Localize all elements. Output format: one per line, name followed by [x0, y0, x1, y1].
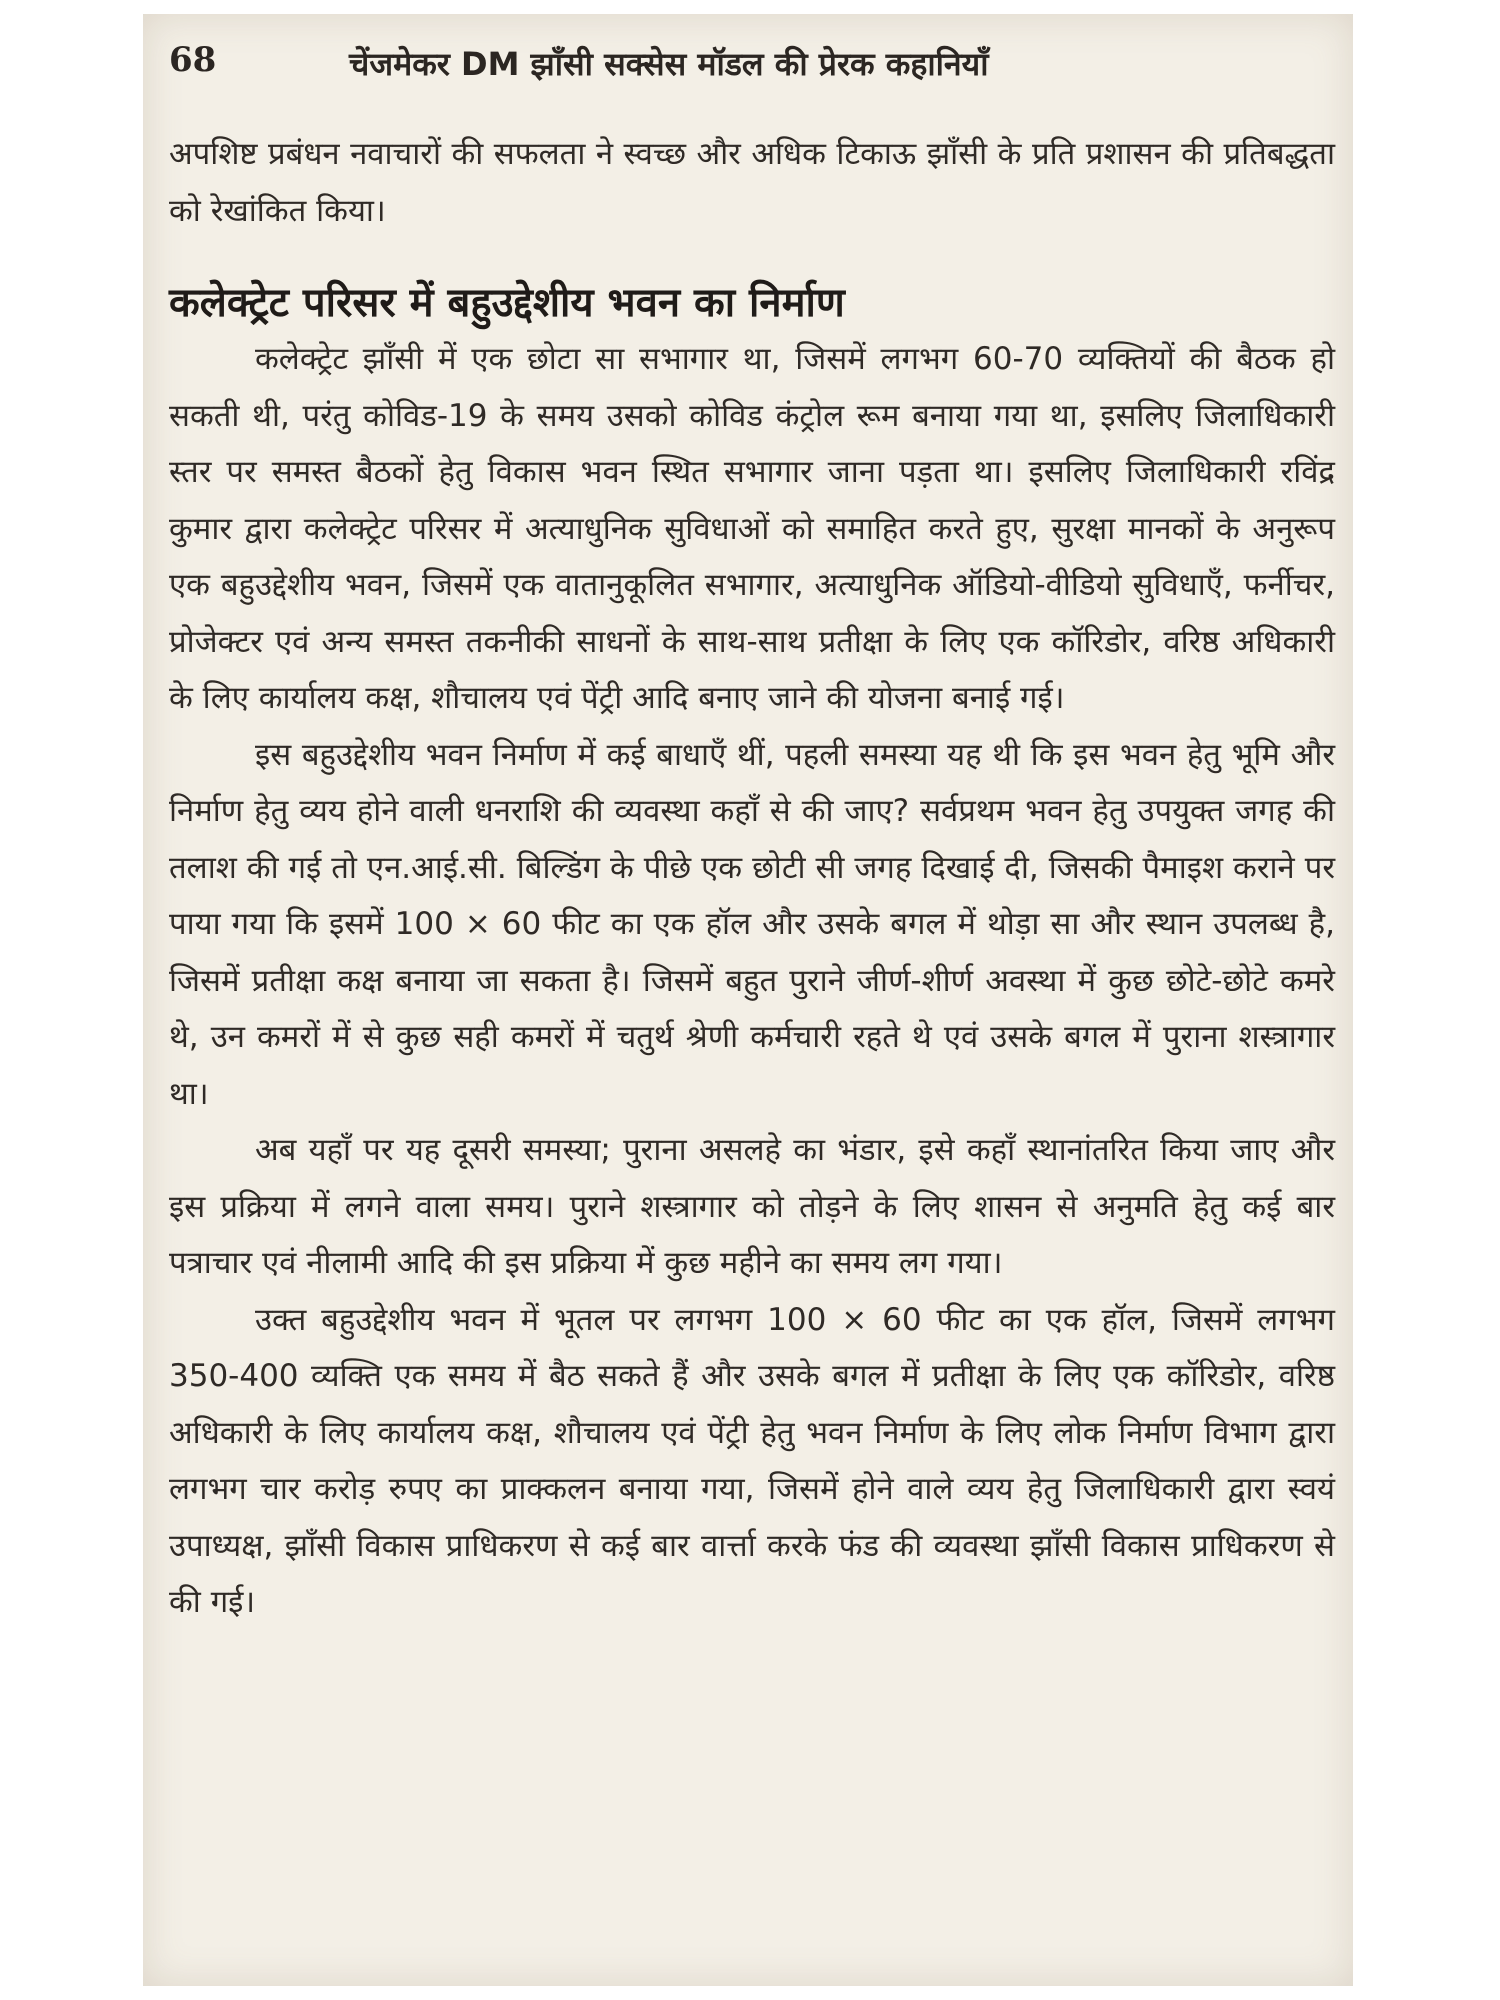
page-number: 68: [169, 40, 217, 80]
page-body: [169, 126, 1335, 1631]
body-paragraph-3: अब यहाँ पर यह दूसरी समस्या; पुराना असलहे का भंडार, इसे कहाँ स्थानांतरित किया जाए और इस प्रक्रिया में लगने वाला समय। पुराने शस्त्रागार को तोड़ने के लिए शासन से अनुमति हेतु कई बार पत्राचार एवं नीलामी आदि की इस प्रक्रिया में कुछ महीने का समय लग गया।: [169, 1132, 1335, 1281]
body-paragraph-2: इस बहुउद्देशीय भवन निर्माण में कई बाधाएँ थीं, पहली समस्या यह थी कि इस भवन हेतु भूमि और निर्माण हेतु व्यय होने वाली धनराशि की व्यवस्था कहाँ से की जाए? सर्वप्रथम भवन हेतु उपयुक्त जगह की तलाश की गई तो एन.आई.सी. बिल्डिंग के पीछे एक छोटी सी जगह दिखाई दी, जिसकी पैमाइश कराने पर पाया गया कि इसमें 100 × 60 फीट का एक हॉल और उसके बगल में थोड़ा सा और स्थान उपलब्ध है, जिसमें प्रतीक्षा कक्ष बनाया जा सकता है। जिसमें बहुत पुराने जीर्ण-शीर्ण अवस्था में कुछ छोटे-छोटे कमरे थे, उन कमरों में से कुछ सही कमरों में चतुर्थ श्रेणी कर्मचारी रहते थे एवं उसके बगल में पुराना शस्त्रागार था।: [169, 736, 1335, 1112]
book-page: [143, 14, 1353, 1986]
body-paragraph-4: उक्त बहुउद्देशीय भवन में भूतल पर लगभग 100 × 60 फीट का एक हॉल, जिसमें लगभग 350-400 व्यक्ति एक समय में बैठ सकते हैं और उसके बगल में प्रतीक्षा के लिए एक कॉरिडोर, वरिष्ठ अधिकारी के लिए कार्यालय कक्ष, शौचालय एवं पेंट्री हेतु भवन निर्माण के लिए लोक निर्माण विभाग द्वारा लगभग चार करोड़ रुपए का प्राक्कलन बनाया गया, जिसमें होने वाले व्यय हेतु जिलाधिकारी द्वारा स्वयं उपाध्यक्ष, झाँसी विकास प्राधिकरण से कई बार वार्त्ता करके फंड की व्यवस्था झाँसी विकास प्राधिकरण से की गई।: [169, 1301, 1335, 1620]
intro-paragraph: अपशिष्ट प्रबंधन नवाचारों की सफलता ने स्वच्छ और अधिक टिकाऊ झाँसी के प्रति प्रशासन की प्रतिबद्धता को रेखांकित किया।: [169, 136, 1335, 229]
running-title: चेंजमेकर DM झाँसी सक्सेस मॉडल की प्रेरक कहानियाँ: [349, 45, 989, 83]
page-header: [169, 36, 1329, 96]
body-paragraph-1: कलेक्ट्रेट झाँसी में एक छोटा सा सभागार था, जिसमें लगभग 60-70 व्यक्तियों की बैठक हो सकती थी, परंतु कोविड-19 के समय उसको कोविड कंट्रोल रूम बनाया गया था, इसलिए जिलाधिकारी स्तर पर समस्त बैठकों हेतु विकास भवन स्थित सभागार जाना पड़ता था। इसलिए जिलाधिकारी रविंद्र कुमार द्वारा कलेक्ट्रेट परिसर में अत्याधुनिक सुविधाओं को समाहित करते हुए, सुरक्षा मानकों के अनुरूप एक बहुउद्देशीय भवन, जिसमें एक वातानुकूलित सभागार, अत्याधुनिक ऑडियो-वीडियो सुविधाएँ, फर्नीचर, प्रोजेक्टर एवं अन्य समस्त तकनीकी साधनों के साथ-साथ प्रतीक्षा के लिए एक कॉरिडोर, वरिष्ठ अधिकारी के लिए कार्यालय कक्ष, शौचालय एवं पेंट्री आदि बनाए जाने की योजना बनाई गई।: [169, 341, 1335, 716]
section-heading: कलेक्ट्रेट परिसर में बहुउद्देशीय भवन का निर्माण: [169, 280, 845, 326]
